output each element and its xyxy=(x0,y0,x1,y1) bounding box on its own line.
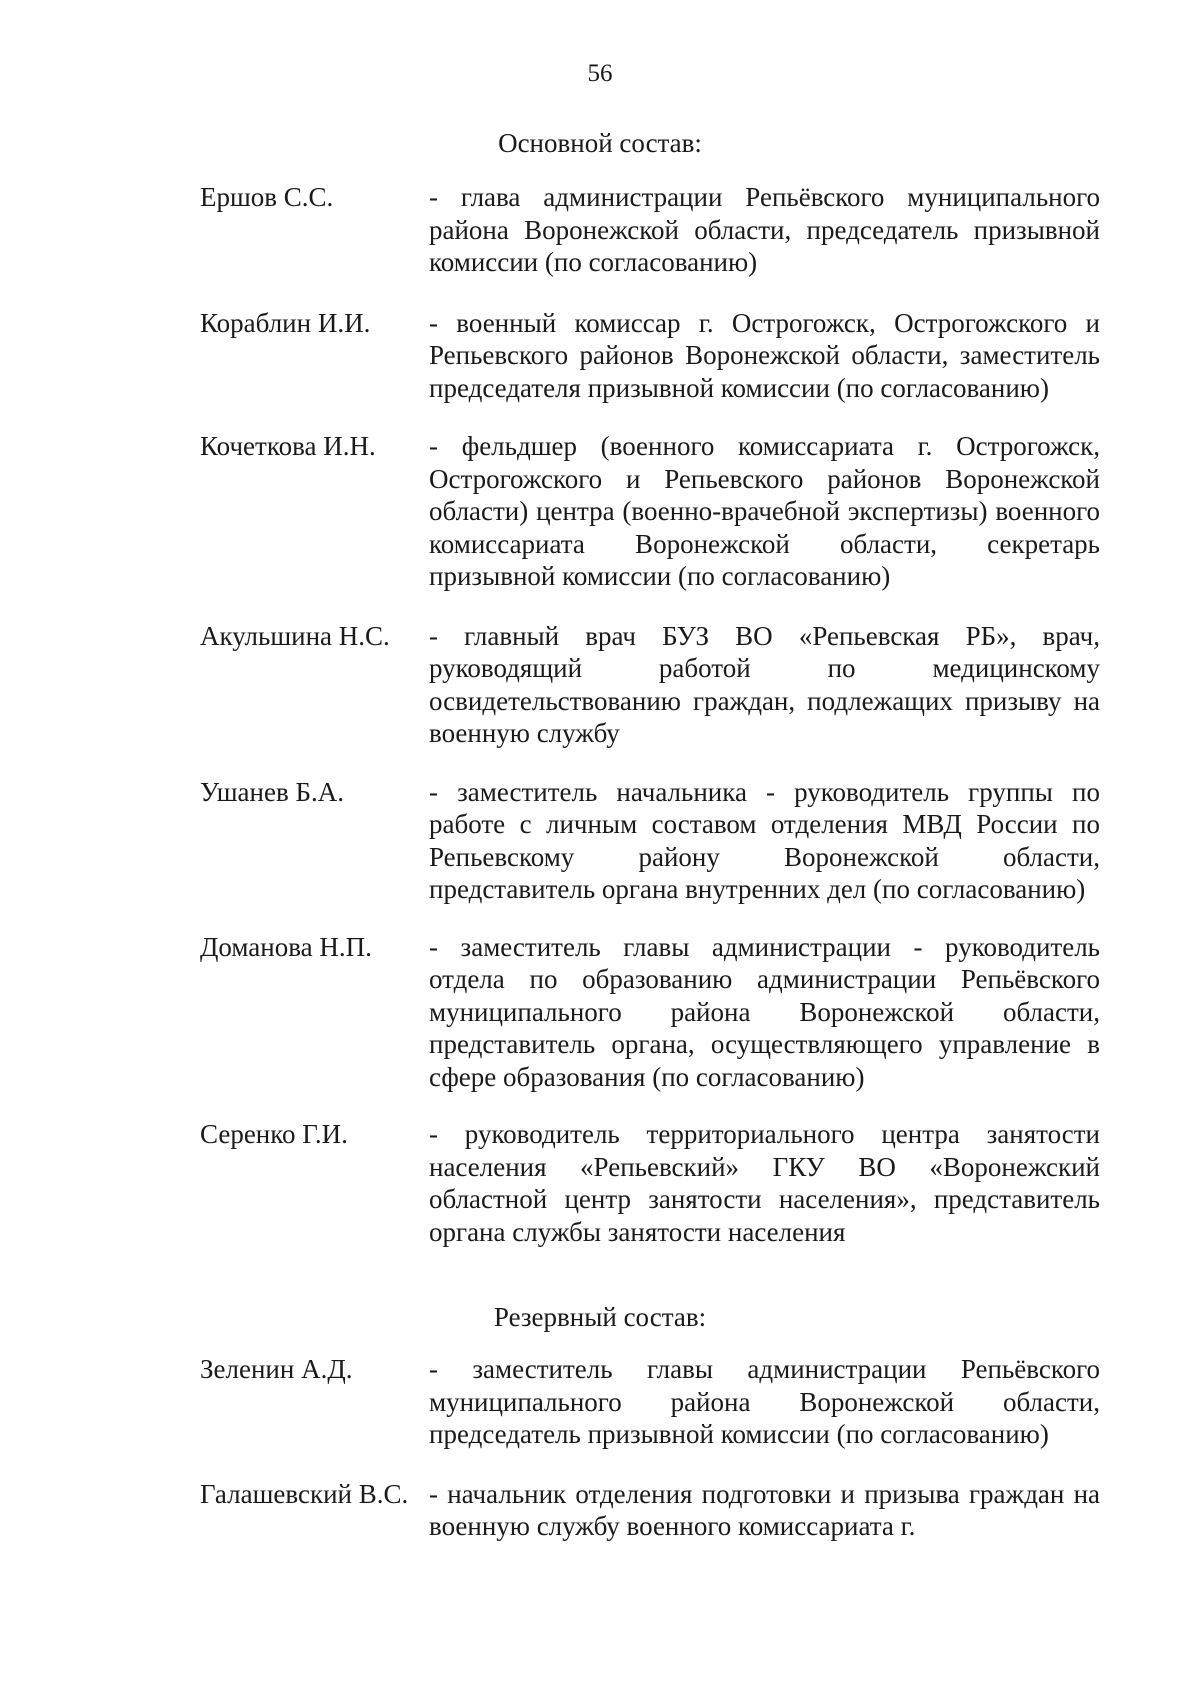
member-name: Доманова Н.П. xyxy=(200,931,372,962)
member-description: - фельдшер (военного комиссариата г. Острогожск, Острогожского и Репьевского районов Воронежской области) центра (военно-врачебной экспертизы) военного комиссариата Воронежской области, секретарь призывной комиссии (по согласованию) xyxy=(429,431,1100,591)
member-entry xyxy=(200,620,1100,750)
member-name: Галашевский В.С. xyxy=(200,1478,409,1509)
member-name: Зеленин А.Д. xyxy=(200,1354,353,1384)
member-description: - заместитель начальника - руководитель группы по работе с личным составом отделения МВД России по Репьевскому району Воронежской области, представитель органа внутренних дел (по согласованию) xyxy=(429,776,1100,904)
member-name: Серенко Г.И. xyxy=(200,1119,348,1149)
member-entry xyxy=(200,430,1100,593)
reserve-members-list xyxy=(200,1353,1100,1543)
member-name: Кораблин И.И. xyxy=(200,307,371,338)
member-entry xyxy=(200,181,1100,279)
member-entry xyxy=(200,776,1100,906)
member-name: Ершов С.С. xyxy=(200,182,334,212)
main-members-list xyxy=(200,181,1100,1248)
member-description: - начальник отделения подготовки и призыва граждан на военную службу военного комиссариата г. xyxy=(429,1478,1100,1541)
member-description: - главный врач БУЗ ВО «Репьевская РБ», врач, руководящий работой по медицинскому освидетельствованию граждан, подлежащих призыву на военную службу xyxy=(429,620,1100,748)
member-description: - глава администрации Репьёвского муниципального района Воронежской области, председатель призывной комиссии (по согласованию) xyxy=(429,182,1100,277)
member-name: Кочеткова И.Н. xyxy=(200,431,376,461)
member-entry xyxy=(200,1118,1100,1248)
member-entry xyxy=(200,307,1100,405)
reserve-section-heading: Резервный состав: xyxy=(493,1302,707,1332)
member-entry xyxy=(200,1353,1100,1451)
member-description: - руководитель территориального центра занятости населения «Репьевский» ГКУ ВО «Воронежский областной центр занятости населения», представитель органа службы занятости населения xyxy=(429,1119,1100,1247)
member-description: - военный комиссар г. Острогожск, Острогожского и Репьевского районов Воронежской области, заместитель председателя призывной комиссии (по согласованию) xyxy=(429,307,1100,403)
member-entry xyxy=(200,1478,1100,1543)
member-entry xyxy=(200,931,1100,1094)
member-name: Акульшина Н.С. xyxy=(200,620,390,651)
member-description: - заместитель главы администрации - руководитель отдела по образованию администрации Репьёвского муниципального района Воронежской области, представитель органа, осуществляющего управление в сфере образования (по согласованию) xyxy=(429,931,1100,1092)
page-number: 56 xyxy=(587,60,613,87)
main-section-heading: Основной состав: xyxy=(498,128,702,158)
member-name: Ушанев Б.А. xyxy=(200,776,344,807)
member-description: - заместитель главы администрации Репьёвского муниципального района Воронежской области, председатель призывной комиссии (по согласованию) xyxy=(429,1354,1100,1449)
